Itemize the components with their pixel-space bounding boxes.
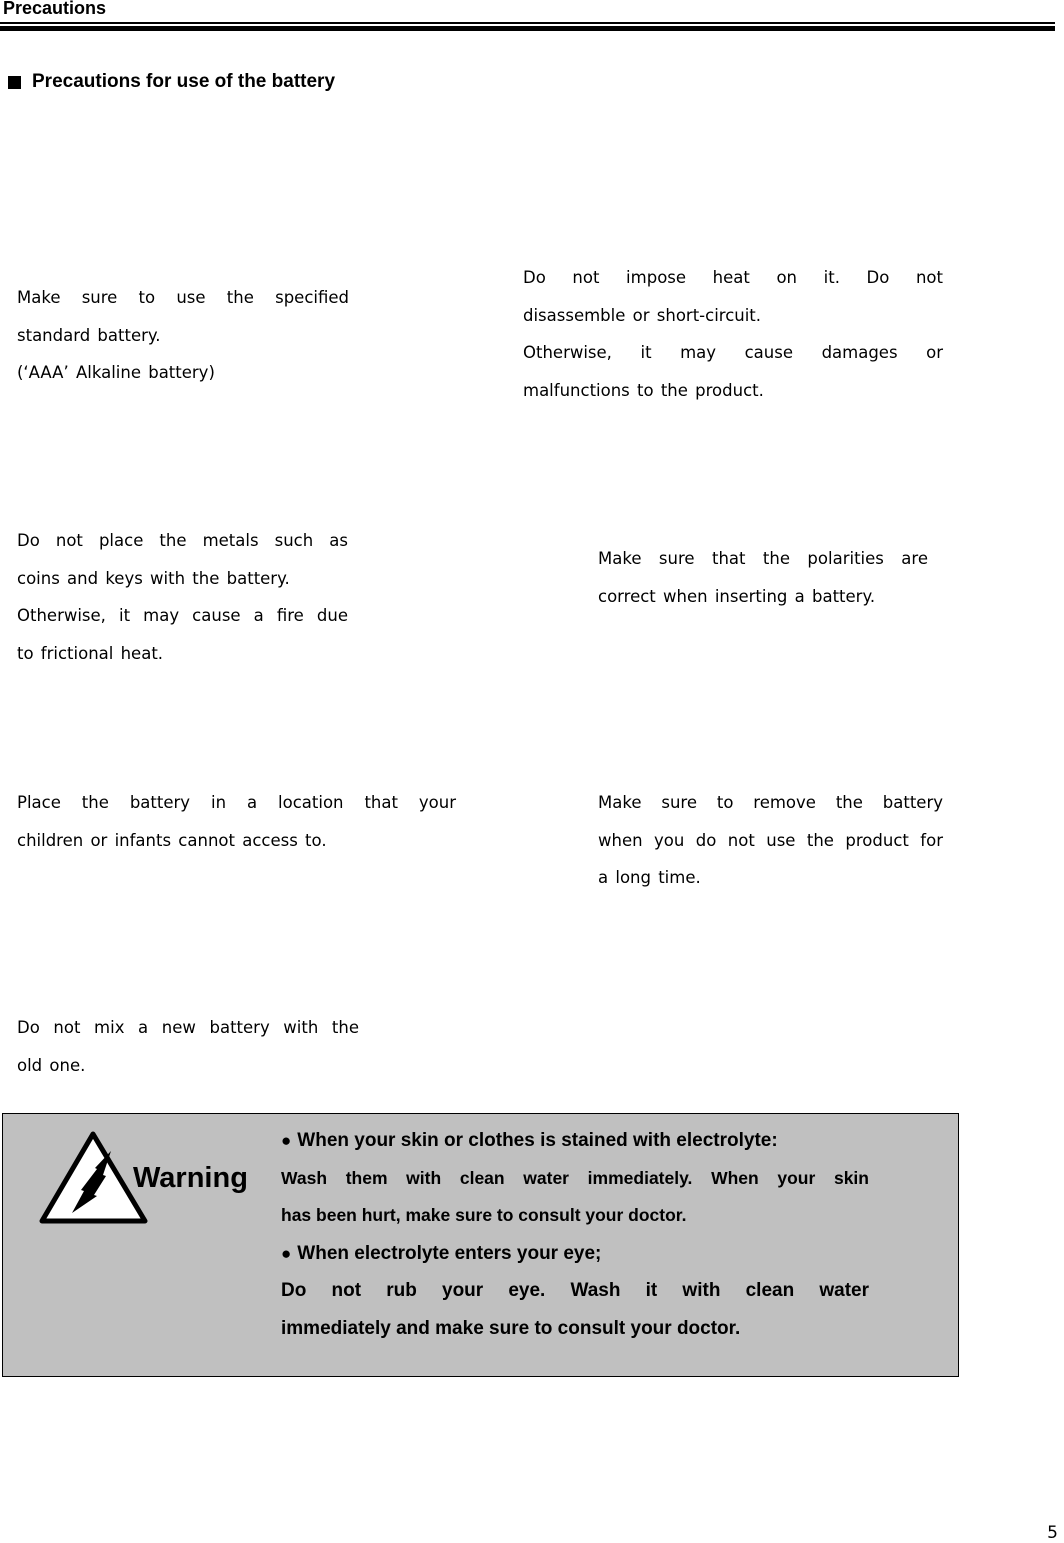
text-line: has been hurt, make sure to consult your doctor. (281, 1205, 687, 1225)
text-line: Place the battery in a location that your (17, 793, 456, 812)
text-line: children or infants cannot access to. (17, 830, 327, 850)
section-heading (8, 71, 335, 93)
page-number: 5 (1047, 1523, 1058, 1543)
precaution-remove-battery (598, 784, 943, 897)
text-line: old one. (17, 1055, 86, 1075)
warning-label: Warning (133, 1162, 248, 1194)
warning-heading-eye (281, 1235, 869, 1273)
square-bullet-icon (8, 76, 21, 89)
precaution-polarities (598, 540, 928, 615)
text-line: Do not mix a new battery with the (17, 1018, 359, 1037)
text-line: Otherwise, it may cause a fire due (17, 606, 348, 625)
warning-text (281, 1122, 869, 1347)
precaution-no-metals (17, 522, 348, 672)
text-line: Do not place the metals such as (17, 531, 348, 550)
text-line: Do not impose heat on it. Do not (523, 268, 943, 287)
text-line: correct when inserting a battery. (598, 586, 876, 606)
precaution-no-mixing (17, 1009, 359, 1084)
text-line: Make sure to remove the battery (598, 793, 943, 812)
heading-text: When electrolyte enters your eye; (297, 1242, 602, 1264)
precaution-no-heat (523, 259, 943, 409)
precaution-child-safety (17, 784, 456, 859)
text-line: Otherwise, it may cause damages or (523, 343, 943, 362)
bullet-icon: ● (281, 1243, 292, 1263)
header-rule-thick (0, 26, 1055, 31)
precaution-specified-battery (17, 279, 349, 392)
warning-box (2, 1113, 959, 1377)
text-line: Make sure that the polarities are (598, 549, 928, 568)
text-line: coins and keys with the battery. (17, 568, 290, 588)
text-line: to frictional heat. (17, 643, 164, 663)
text-line: immediately and make sure to consult your doctor. (281, 1317, 741, 1339)
page-header-title: Precautions (3, 0, 107, 18)
text-line: malfunctions to the product. (523, 380, 764, 400)
text-line: Do not rub your eye. Wash it with clean water (281, 1280, 869, 1301)
text-line: Wash them with clean water immediately. When your skin (281, 1167, 869, 1188)
text-line: when you do not use the product for (598, 830, 943, 850)
heading-text: When your skin or clothes is stained with electrolyte: (297, 1130, 778, 1151)
header-rule-thin (0, 22, 1055, 24)
text-line: disassemble or short-circuit. (523, 305, 762, 325)
text-line: standard battery. (17, 325, 161, 345)
section-title: Precautions for use of the battery (32, 71, 336, 92)
text-line: Make sure to use the specified (17, 288, 349, 307)
warning-heading-skin (281, 1122, 869, 1160)
text-line: (‘AAA’ Alkaline battery) (17, 363, 215, 382)
text-line: a long time. (598, 868, 701, 887)
bullet-icon: ● (281, 1131, 292, 1150)
